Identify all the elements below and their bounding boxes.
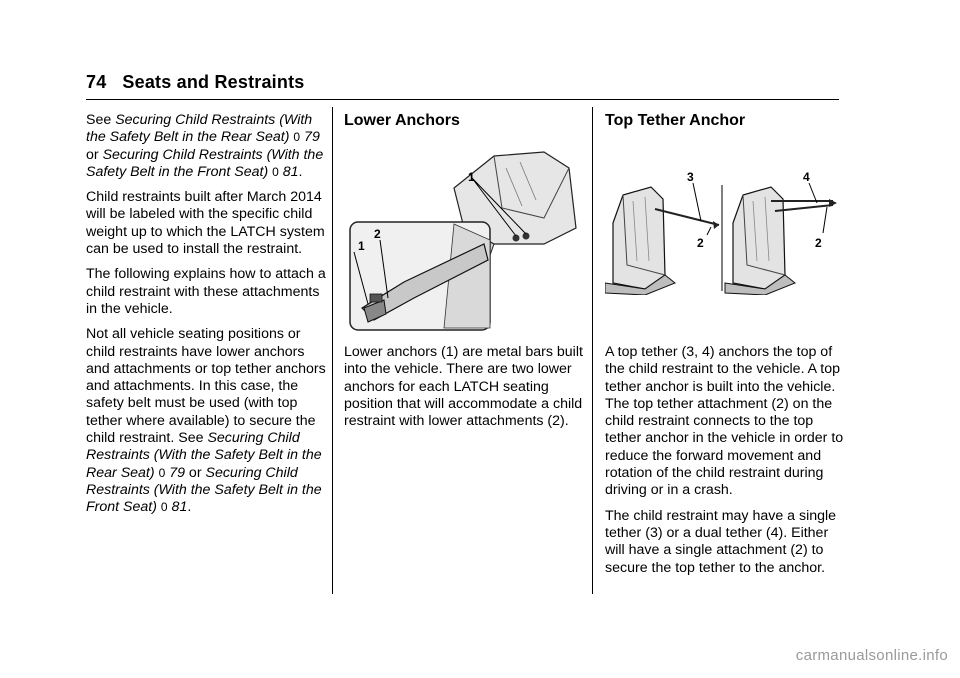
page-title: Seats and Restraints <box>122 72 305 92</box>
figure-label: 2 <box>697 236 704 250</box>
header-rule <box>86 99 839 100</box>
page-ref-icon: 0 <box>293 130 301 145</box>
figure-label: 3 <box>687 170 694 184</box>
paragraph-top-tether-1: A top tether (3, 4) anchors the top of the child restraint to the vehicle. A top tether anchor is built into the vehicle. The top tether attachment (2) on the child restraint connects to the top tether anchor in the vehicle in order to reduce the forward movement and rotation of the child restraint during driving or in a crash. <box>605 344 844 499</box>
lower-anchors-figure <box>344 148 584 334</box>
page-number: 74 <box>86 72 107 92</box>
cross-ref-link-rear[interactable]: Securing Child Restraints (With the Safety Belt in the Rear Seat) <box>86 430 322 481</box>
cross-ref-link-front[interactable]: Securing Child Restraints (With the Safety Belt in the Front Seat) <box>86 146 324 180</box>
paragraph-not-all-positions: Not all vehicle seating positions or child restraints have lower anchors and attachments or top tether anchors and attachments. In this case, the safety belt must be used (with top tether where available) to secure the child restraint. See Securing Child Restraints (With the Safety Belt in the Rear Seat) 0 79 or Securing Child Restraints (With the Safety Belt in the Front Seat) 0 81. <box>86 326 326 516</box>
lower-anchors-text <box>344 344 584 438</box>
paragraph-see-also: See Securing Child Restraints (With the Safety Belt in the Rear Seat) 0 79 or Securing Child Restraints (With the Safety Belt in the Front Seat) 0 81. <box>86 112 324 180</box>
column-3 <box>605 112 845 129</box>
column-divider-1 <box>332 107 333 594</box>
column-2 <box>344 112 584 129</box>
page-ref-icon: 0 <box>160 500 168 515</box>
figure-label: 4 <box>803 170 810 184</box>
figure-label: 1 <box>468 170 475 184</box>
section-heading-lower-anchors: Lower Anchors <box>344 112 460 129</box>
paragraph-attach-explain: The following explains how to attach a child restraint with these attachments in the vehicle. <box>86 266 326 317</box>
column-1 <box>86 112 326 525</box>
paragraph-latch-label: Child restraints built after March 2014 will be labeled with the specific child weight up to which the LATCH system can be used to install the restraint. <box>86 189 325 258</box>
figure-label: 1 <box>358 239 365 253</box>
paragraph-top-tether-2: The child restraint may have a single tether (3) or a dual tether (4). Either will have a single attachment (2) to secure the top tether to the anchor. <box>605 507 837 576</box>
cross-ref-link-rear[interactable]: Securing Child Restraints (With the Safety Belt in the Rear Seat) <box>86 112 313 146</box>
column-divider-2 <box>592 107 593 594</box>
page-header <box>86 72 305 93</box>
watermark: carmanualsonline.info <box>795 647 948 664</box>
top-tether-text <box>605 344 845 585</box>
page-ref-icon: 0 <box>272 164 279 179</box>
figure-label: 2 <box>815 236 822 250</box>
figure-label: 2 <box>374 227 381 241</box>
top-tether-figure <box>605 165 839 295</box>
cross-ref-link-front[interactable]: Securing Child Restraints (With the Safety Belt in the Front Seat) <box>86 464 322 516</box>
page-ref-icon: 0 <box>158 465 166 480</box>
section-heading-top-tether: Top Tether Anchor <box>605 112 746 129</box>
paragraph-lower-anchors: Lower anchors (1) are metal bars built into the vehicle. There are two lower anchors for each LATCH seating position that will accommodate a child restraint with lower attachments (2). <box>344 344 583 430</box>
